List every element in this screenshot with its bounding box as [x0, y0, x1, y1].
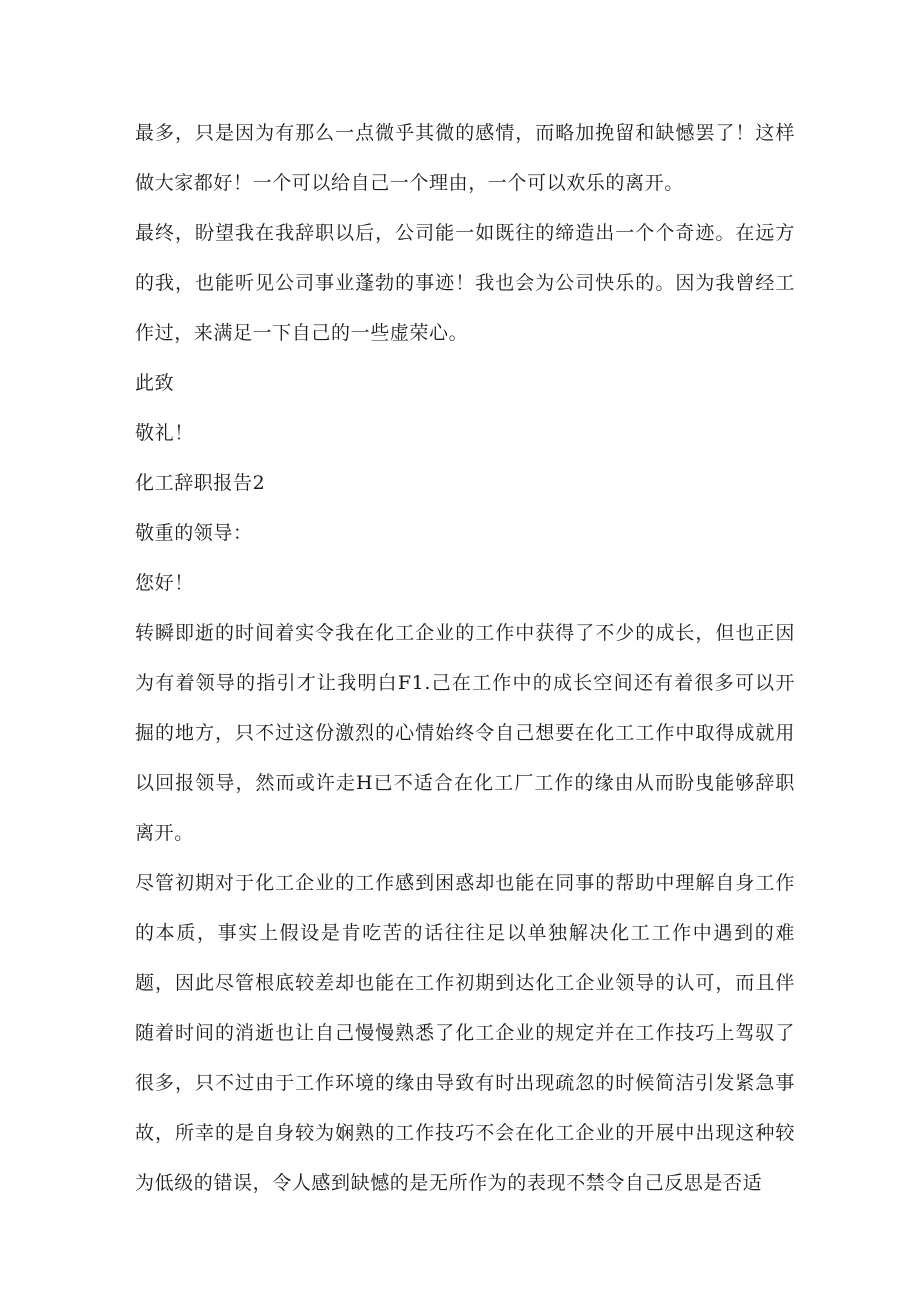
greeting-recipient: 敬重的领导： [135, 522, 253, 544]
paragraph-experience: 尽管初期对于化工企业的工作感到困惑却也能在同事的帮助中理解自身工作的本质，事实上假设是肯吃苦的话往往足以单独解决化工工作中遇到的难题，因此尽管根底较差却也能在工作初期到达化工企业领导的认可，而且伴随着时间的消逝也让自己慢慢熟悉了化工企业的规定并在工作技巧上驾驭了很多，只不过由于工作环境的缘由导致有时出现疏忽的时候简洁引发紧急事故，所幸的是自身较为娴熟的工作技巧不会在化工企业的开展中出现这种较为低级的错误，令人感到缺憾的是无所作为的表现不禁令自己反思是否适 [135, 872, 795, 1194]
document-body [135, 108, 795, 1208]
section-title: 化工辞职报告2 [135, 472, 266, 494]
salutation-cizhi: 此致 [135, 372, 175, 394]
paragraph-growth: 转瞬即逝的时间着实令我在化工企业的工作中获得了不少的成长，但也正因为有着领导的指引才让我明白F1.己在工作中的成长空间还有着很多可以开掘的地方，只不过这份激烈的心情始终令自己想要在化工工作中取得成就用以回报领导，然而或许走H已不适合在化工厂工作的缘由从而盼曳能够辞职离开。 [135, 622, 795, 844]
paragraph-closing-remark: 最多，只是因为有那么一点微乎其微的感情，而略加挽留和缺憾罢了！这样做大家都好！一个可以给自己一个理由，一个可以欢乐的离开。 [135, 122, 795, 194]
greeting-hello: 您好！ [135, 572, 194, 594]
salutation-jingli: 敬礼！ [135, 422, 194, 444]
paragraph-final-wishes: 最终，盼望我在我辞职以后，公司能一如既往的缔造出一个个奇迹。在远方的我，也能听见公司事业蓬勃的事迹！我也会为公司快乐的。因为我曾经工作过，来满足一下自己的一些虚荣心。 [135, 222, 795, 344]
